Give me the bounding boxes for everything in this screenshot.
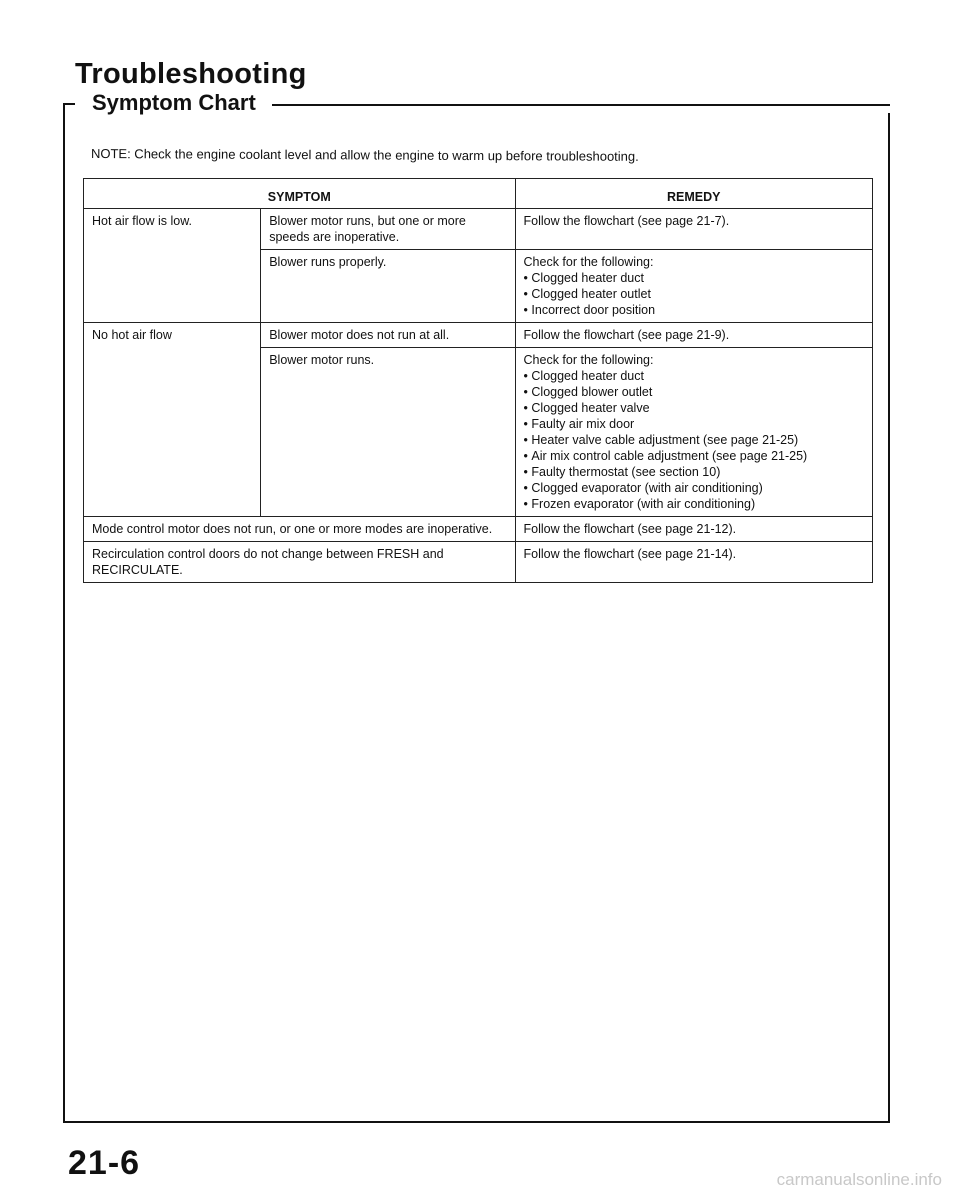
remedy-header: REMEDY — [515, 179, 872, 209]
symptom-table — [83, 178, 873, 583]
remedy-cell: Follow the flowchart (see page 21-7). — [515, 209, 872, 250]
list-item: • Clogged heater duct — [524, 368, 864, 384]
table-row — [84, 323, 873, 348]
condition-cell: Blower motor does not run at all. — [261, 323, 515, 348]
frame-left-border — [63, 103, 65, 1123]
symptom-cell: No hot air flow — [84, 323, 261, 517]
section-title-rule — [272, 104, 890, 106]
remedy-cell — [515, 348, 872, 517]
list-item: • Faulty thermostat (see section 10) — [524, 464, 864, 480]
frame-bottom-border — [63, 1121, 890, 1123]
section-title: Symptom Chart — [92, 90, 266, 116]
condition-cell: Blower motor runs, but one or more speeds are inoperative. — [261, 209, 515, 250]
remedy-cell: Follow the flowchart (see page 21-12). — [515, 517, 872, 542]
remedy-cell: Follow the flowchart (see page 21-14). — [515, 542, 872, 583]
list-item: • Clogged evaporator (with air conditioning) — [524, 480, 864, 496]
symptom-table-container — [83, 178, 873, 583]
list-item: • Clogged heater duct — [524, 270, 864, 286]
condition-cell: Blower motor runs. — [261, 348, 515, 517]
list-item: • Faulty air mix door — [524, 416, 864, 432]
list-item: • Clogged heater outlet — [524, 286, 864, 302]
list-item: • Air mix control cable adjustment (see page 21-25) — [524, 448, 864, 464]
list-item: • Clogged blower outlet — [524, 384, 864, 400]
symptom-cell: Recirculation control doors do not change between FRESH and RECIRCULATE. — [84, 542, 516, 583]
table-row — [84, 517, 873, 542]
list-item: • Incorrect door position — [524, 302, 864, 318]
list-item: • Frozen evaporator (with air conditioning) — [524, 496, 864, 512]
page-number: 21-6 — [68, 1144, 141, 1182]
watermark: carmanualsonline.info — [776, 1170, 942, 1189]
table-row — [84, 209, 873, 250]
remedy-cell — [515, 250, 872, 323]
remedy-cell: Follow the flowchart (see page 21-9). — [515, 323, 872, 348]
remedy-list — [524, 270, 864, 318]
page-title: Troubleshooting — [75, 58, 307, 90]
list-item: • Clogged heater valve — [524, 400, 864, 416]
note-text: NOTE: Check the engine coolant level and allow the engine to warm up before troubleshooting. — [90, 146, 639, 164]
symptom-cell: Mode control motor does not run, or one or more modes are inoperative. — [84, 517, 516, 542]
frame-right-border — [888, 113, 890, 1123]
list-item: • Heater valve cable adjustment (see page 21-25) — [524, 432, 864, 448]
symptom-cell: Hot air flow is low. — [84, 209, 261, 323]
remedy-list — [524, 368, 864, 512]
remedy-intro: Check for the following: — [523, 255, 654, 269]
condition-cell: Blower runs properly. — [261, 250, 515, 323]
symptom-header: SYMPTOM — [84, 179, 516, 209]
table-row — [84, 542, 873, 583]
table-header-row — [84, 179, 873, 209]
frame-corner-tick — [63, 103, 75, 105]
remedy-intro: Check for the following: — [523, 353, 654, 367]
